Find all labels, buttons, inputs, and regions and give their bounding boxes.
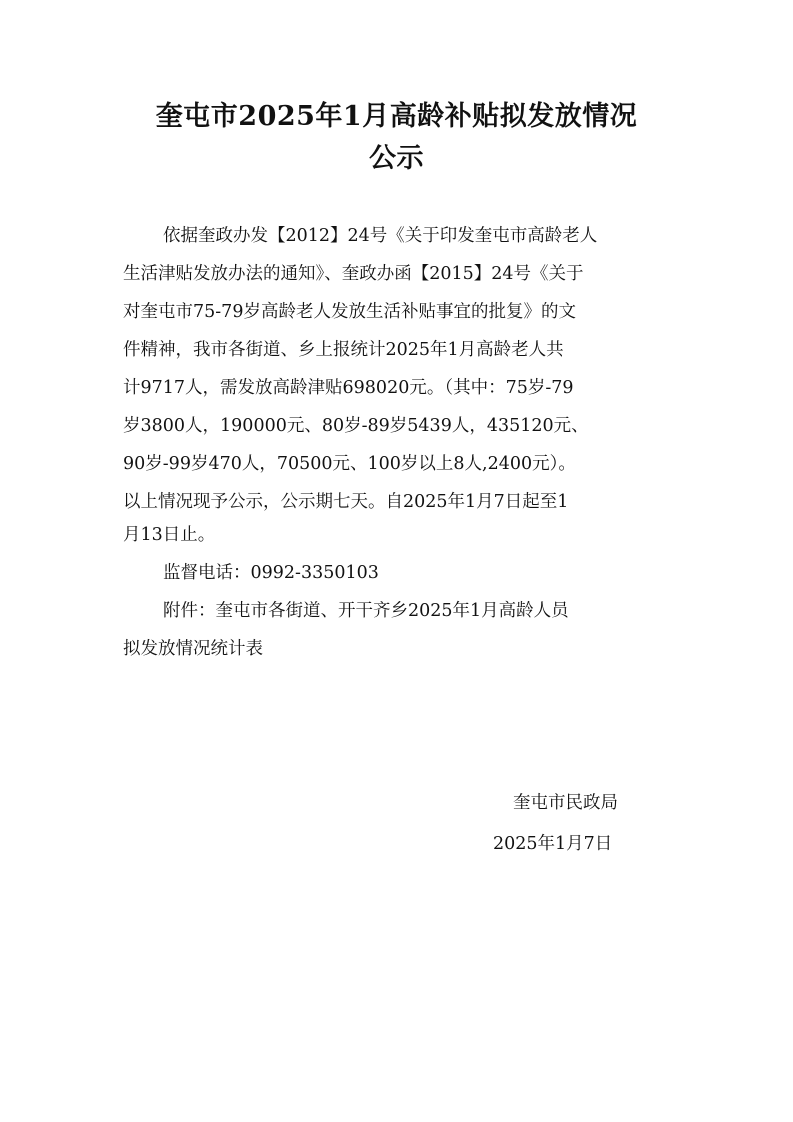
document-title-line-2: 公示 xyxy=(369,143,424,174)
body-line: 件精神，我市各街道、乡上报统计2025年1月高龄老人共 xyxy=(123,340,564,360)
issuing-organization: 奎屯市民政局 xyxy=(513,793,618,813)
body-line: 月13日止。 xyxy=(123,525,216,545)
body-line: 计9717人，需发放高龄津贴698020元。（其中：75岁-79 xyxy=(123,378,574,398)
attachment-line: 拟发放情况统计表 xyxy=(123,639,263,659)
body-line: 以上情况现予公示，公示期七天。自2025年1月7日起至1 xyxy=(123,492,569,512)
issue-date: 2025年1月7日 xyxy=(493,834,613,854)
document-title-line-1: 奎屯市2025年1月高龄补贴拟发放情况 xyxy=(155,101,638,132)
body-line: 岁3800人，190000元、80岁-89岁5439人，435120元、 xyxy=(123,416,589,436)
supervision-phone: 监督电话：0992-3350103 xyxy=(163,563,379,583)
body-line: 生活津贴发放办法的通知》、奎政办函【2015】24号《关于 xyxy=(123,264,584,284)
body-line: 90岁-99岁470人，70500元、100岁以上8人,2400元）。 xyxy=(123,454,576,474)
body-line: 依据奎政办发【2012】24号《关于印发奎屯市高龄老人 xyxy=(163,226,598,246)
attachment-line: 附件：奎屯市各街道、开干齐乡2025年1月高龄人员 xyxy=(163,601,569,621)
body-line: 对奎屯市75-79岁高龄老人发放生活补贴事宜的批复》的文 xyxy=(123,302,576,322)
